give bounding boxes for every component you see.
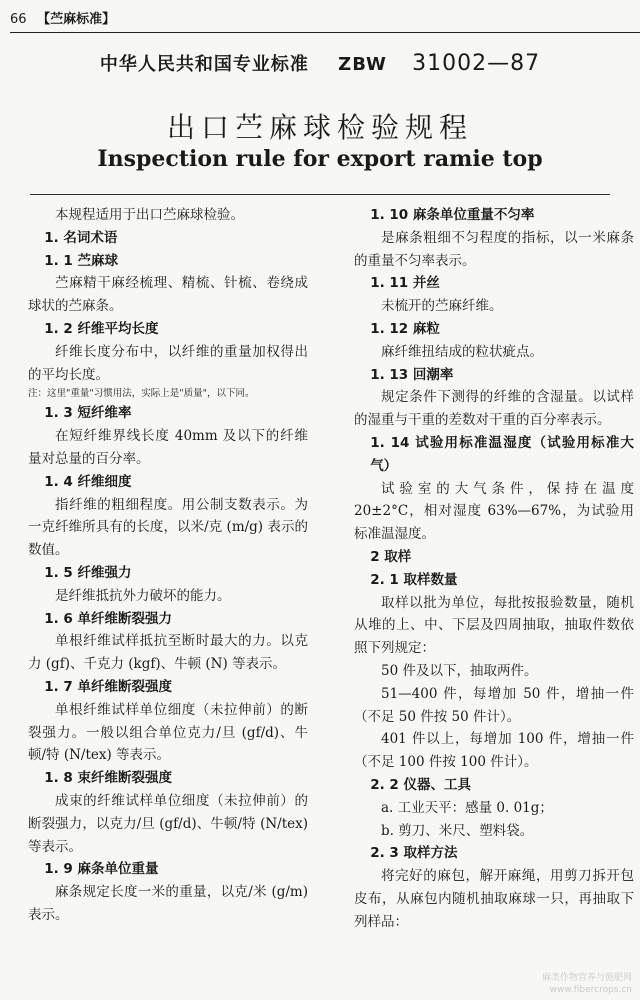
paragraph: b. 剪刀、米尺、塑料袋。 (381, 822, 534, 839)
paragraph: 是纤维抵抗外力破坏的能力。 (55, 587, 231, 604)
standard-code-number: 31002—87 (412, 51, 541, 76)
paragraph: 在短纤维界线长度 40mm 及以下的纤维量对总量的百分率。 (28, 428, 308, 467)
heading-text: 1. 9 麻条单位重量 (44, 861, 159, 878)
title-english: Inspection rule for export ramie top (97, 146, 543, 172)
section-heading (28, 318, 308, 341)
section-heading (354, 318, 634, 341)
paragraph: 指纤维的粗细程度。用公制支数表示。为一克纤维所具有的长度，以米/克 (m/g) 表示的数值。 (28, 496, 308, 559)
watermark-line1: 麻类作物营养与施肥网 (541, 973, 632, 983)
heading-text: 1. 10 麻条单位重量不匀率 (370, 207, 535, 223)
heading-text: 2. 2 仪器、工具 (370, 776, 472, 793)
section-heading (28, 471, 308, 494)
standard-org: 中华人民共和国专业标准 (99, 54, 309, 75)
heading-text: 1. 名词术语 (44, 229, 118, 246)
right-column (354, 204, 634, 934)
section-heading (354, 272, 634, 295)
paragraph: 成束的纤维试样单位细度（未拉伸前）的断裂强力，以克力/旦 (gf/d)、牛顿/特 (N/tex) 等表示。 (28, 792, 308, 855)
standard-line (0, 50, 640, 76)
paragraph: 规定条件下测得的纤维的含湿量。以试样的湿重与干重的差数对干重的百分率表示。 (354, 389, 634, 429)
paragraph: a. 工业天平：感量 0. 01g； (381, 799, 553, 816)
paragraph: 50 件及以下，抽取两件。 (381, 662, 538, 679)
heading-text: 2. 3 取样方法 (370, 845, 458, 862)
watermark (542, 972, 632, 996)
heading-text: 1. 6 单纤维断裂强力 (44, 610, 173, 627)
paragraph: 本规程适用于出口苎麻球检验。 (55, 207, 244, 223)
section-heading (354, 546, 634, 569)
paragraph: 纤维长度分布中，以纤维的重量加权得出的平均长度。 (28, 343, 308, 383)
paragraph: 401 件以上，每增加 100 件，增抽一件（不足 100 件按 100 件计）。 (354, 731, 634, 771)
section-heading (28, 676, 308, 699)
section-heading (28, 227, 308, 250)
title-divider (30, 194, 610, 195)
paragraph: 取样以批为单位，每批按报验数量，随机从堆的上、中、下层及四周抽取，抽取件数依照下列规定： (354, 594, 634, 657)
heading-text: 1. 11 并丝 (370, 275, 440, 292)
paragraph: 试验室的大气条件，保持在温度 20±2°C，相对湿度 63%—67%，为试验用标准温湿度。 (354, 480, 634, 543)
heading-text: 2. 1 取样数量 (370, 571, 458, 588)
paragraph: 麻纤维扭结成的粒状疵点。 (381, 343, 543, 360)
section-heading (354, 364, 634, 387)
paragraph: 麻条规定长度一米的重量，以克/米 (g/m) 表示。 (28, 884, 308, 923)
heading-text: 1. 7 单纤维断裂强度 (44, 678, 173, 695)
section-heading (28, 767, 308, 790)
heading-text: 1. 5 纤维强力 (44, 564, 132, 581)
watermark-line2: www.fibercrops.cn (549, 985, 632, 995)
footnote: 注：这里"重量"习惯用法，实际上是"质量"，以下同。 (28, 388, 255, 400)
paragraph: 将完好的麻包，解开麻绳，用剪刀拆开包皮布，从麻包内随机抽取麻球一只，再抽取下列样品： (354, 868, 634, 930)
page-header (10, 8, 640, 33)
heading-text: 2 取样 (370, 548, 412, 565)
heading-text: 1. 4 纤维细度 (44, 473, 132, 490)
heading-text: 1. 3 短纤维率 (44, 405, 132, 422)
section-heading (354, 774, 634, 797)
paragraph: 是麻条粗细不匀程度的指标，以一米麻条的重量不匀率表示。 (354, 229, 634, 269)
section-heading (28, 562, 308, 585)
section-heading (354, 432, 634, 478)
heading-text: 1. 1 苎麻球 (44, 252, 119, 269)
section-heading (354, 569, 634, 592)
paragraph: 单根纤维试样单位细度（未拉伸前）的断裂强力。一般以组合单位克力/旦 (gf/d)、牛顿/特 (N/tex) 等表示。 (28, 701, 308, 764)
heading-text: 1. 12 麻粒 (370, 320, 440, 337)
section-heading (28, 250, 308, 273)
standard-code-prefix: ZBW (338, 54, 387, 75)
heading-text: 1. 14 试验用标准温湿度（试验用标准大气） (370, 434, 634, 474)
paragraph: 51—400 件，每增加 50 件，增抽一件（不足 50 件按 50 件计）。 (354, 685, 634, 725)
section-heading (354, 204, 634, 227)
paragraph: 单根纤维试样抵抗至断时最大的力。以克力 (gf)、千克力 (kgf)、牛顿 (N) 等表示。 (28, 633, 308, 673)
left-column (28, 204, 308, 927)
heading-text: 1. 8 束纤维断裂强度 (44, 770, 173, 787)
section-heading (28, 608, 308, 631)
title-chinese: 出口苎麻球检验规程 (166, 111, 473, 144)
section-heading (354, 842, 634, 865)
page-number: 66 (10, 12, 27, 27)
section-label: 【苎麻标准】 (37, 12, 116, 27)
heading-text: 1. 13 回潮率 (370, 366, 454, 383)
heading-text: 1. 2 纤维平均长度 (44, 320, 159, 337)
paragraph: 未梳开的苎麻纤维。 (381, 298, 503, 315)
section-heading (28, 402, 308, 425)
paragraph: 苎麻精干麻经梳理、精梳、针梳、卷绕成球状的苎麻条。 (28, 275, 308, 315)
section-heading (28, 858, 308, 881)
